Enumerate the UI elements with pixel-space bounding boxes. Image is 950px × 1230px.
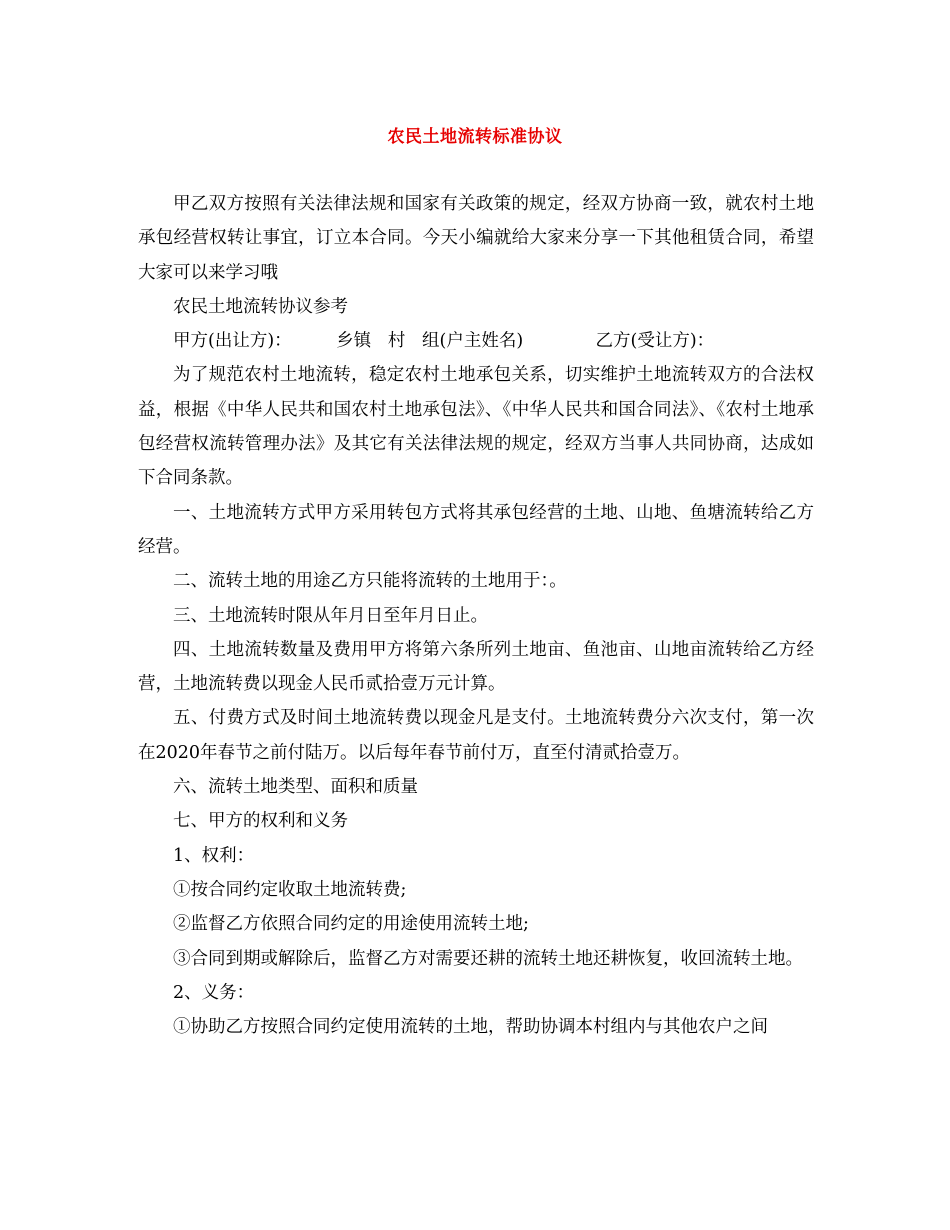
document-body (138, 187, 814, 1044)
intro-paragraph: 甲乙双方按照有关法律法规和国家有关政策的规定，经双方协商一致，就农村土地承包经营权转让事宜，订立本合同。今天小编就给大家来分享一下其他租赁合同，希望大家可以来学习哦 (138, 194, 814, 283)
clause-6: 六、流转土地类型、面积和质量 (173, 777, 418, 798)
clause-4: 四、土地流转数量及费用甲方将第六条所列土地亩、鱼池亩、山地亩流转给乙方经营，土地流转费以现金人民币贰拾壹万元计算。 (138, 639, 814, 695)
duties-heading: 2、义务： (173, 982, 255, 1003)
clause-2: 二、流转土地的用途乙方只能将流转的土地用于：。 (173, 571, 567, 592)
clause-5: 五、付费方式及时间土地流转费以现金凡是支付。土地流转费分六次支付，第一次在2020年春节之前付陆万。以后每年春节前付万，直至付清贰拾壹万。 (138, 708, 814, 763)
document-title: 农民土地流转标准协议 (387, 127, 563, 147)
reference-heading: 农民土地流转协议参考 (173, 296, 348, 317)
clause-preamble: 为了规范农村土地流转，稳定农村土地承包关系，切实维护土地流转双方的合法权益，根据《中华人民共和国农村土地承包法》、《中华人民共和国合同法》、《农村土地承包经营权流转管理办法》及其它有关法律法规的规定，经双方当事人共同协商，达成如下合同条款。 (138, 365, 814, 489)
clause-3: 三、土地流转时限从年月日至年月日止。 (173, 605, 488, 626)
duty-item-1: ①协助乙方按照合同约定使用流转的土地，帮助协调本村组内与其他农户之间 (173, 1017, 768, 1038)
right-item-2: ②监督乙方依照合同约定的用途使用流转土地; (173, 914, 529, 935)
clause-7: 七、甲方的权利和义务 (173, 811, 348, 832)
party-line: 甲方(出让方)： 乡镇 村 组(户主姓名) 乙方(受让方)： (173, 331, 715, 352)
right-item-1: ①按合同约定收取土地流转费; (173, 879, 407, 900)
clause-1: 一、土地流转方式甲方采用转包方式将其承包经营的土地、山地、鱼塘流转给乙方经营。 (138, 502, 814, 557)
right-item-3: ③合同到期或解除后，监督乙方对需要还耕的流转土地还耕恢复，收回流转土地。 (173, 948, 803, 969)
rights-heading: 1、权利： (173, 845, 255, 866)
